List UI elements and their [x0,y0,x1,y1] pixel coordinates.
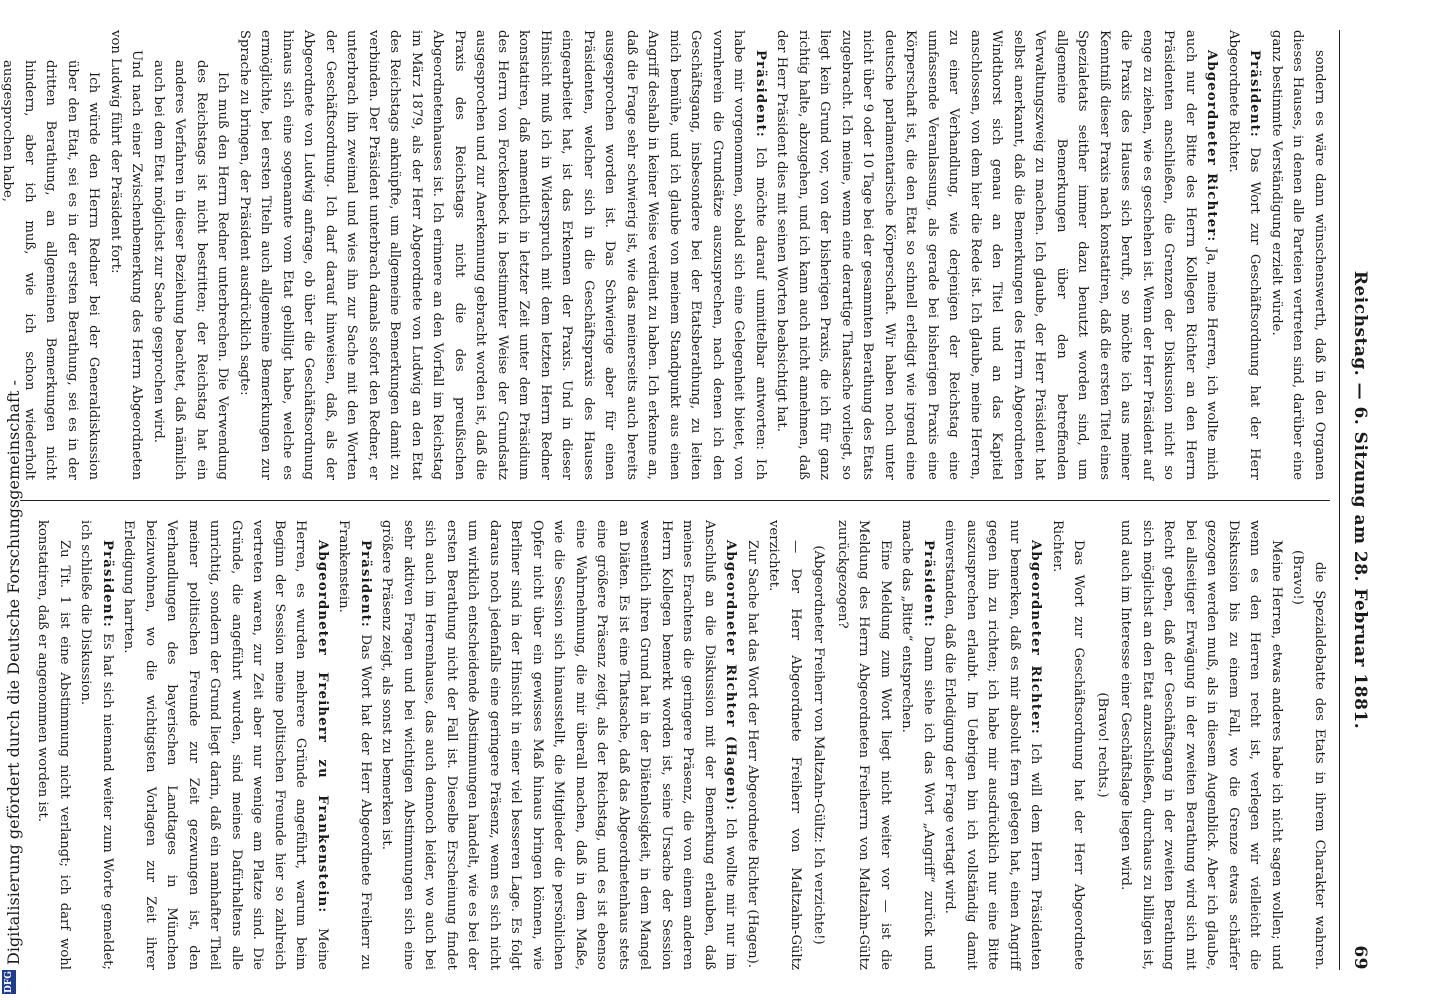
text-paragraph: Meine Herren, etwas anderes habe ich nicht sagen wollen; und wenn es den Herren recht ist, verlegen wir vielleicht die Diskussion bis zu einem Fall, wo die Grenze etwas schärfer gezogen werden muß, als in diesem Augenblick. Aber ich glaube, bei allseitiger Erwägung in der zweiten Berathung wird sich mit Recht geben, daß der Geschäftsgang in der zweiten Berathung sich möglichst an den Etat anzuschließen, durchaus zu billigen ist, und auch im Interesse einer Geschäftslage liegen wird. [1118,520,1284,970]
speech-paragraph [234,30,772,480]
text-paragraph: — Der Herr Abgeordnete Freiherr von Maltzahn-Gültz verzichtet. [766,520,803,970]
speaker-name: Präsident: [921,540,936,629]
speech-text: Das Wort hat der Herr Abgeordnete Freiherr zu Frankenstein. [336,520,373,970]
text-paragraph: Das Wort zur Geschäftsordnung hat der Herr Abgeordnete Richter. [1050,520,1087,970]
left-column [0,30,1330,480]
speaker-name: Präsident: [1247,50,1263,139]
speaker-name: Präsident: [100,540,115,629]
quoted-paragraph: Ich würde den Herrn Redner bei der Generaldiskussion über den Etat, sei es in der ersten Berathung, sei es in der dritten Berathung, an allgemeinen Bemerkungen nicht hindern, aber ich muß, wie ich schon wiederholt ausgesprochen habe, [0,60,102,480]
page-number: 69 [1350,945,1370,970]
dfg-logo: DFG [4,971,14,993]
speech-text: Ich wollte mir nur im Anschluß an die Diskussion mit der Bemerkung erlauben, daß meines Erachtens die geringere Präsenz, die von einem anderen Herrn Kollegen bemerkt worden ist, seine Ursache der Session wesentlich ihren Grund hat in der Diätenlosigkeit, in dem Mangel an Diäten. Es ist eine Thatsache, daß das Abgeordnetenhaus stets eine größere Präsenz zeigt, als der Reichstag, und es ist ebenso eine Wahrnehmung, die mir überall machen, daß in dem Maße, wie die Session sich hinausstellt, die Mitglieder die persönlichen Opfer nicht über ein gewisses Maß hinaus bringen können, wie Berliner sind in der Hinsicht in einer viel besseren Lage. Es folgt daraus noch jedenfalls eine geringere Präsenz, wenn es sich nicht um wirklich entscheidende Abstimmungen handelt, wie es bei der ersten Berathung nicht der Fall ist. Dieselbe Erscheinung findet sich auch im Herrenhause, das auch dennoch leider, wo auch bei sehr aktiven Fragen und bei wichtigen Abstimmungen sich eine größere Präsenz zeigt, als sonst zu bemerken ist. [379,520,739,970]
speech-text: Das Wort zur Geschäftsordnung hat der Herr Abgeordnete Richter. [1226,30,1263,480]
text-paragraph: Zu Tit. 1 ist eine Abstimmung nicht verlangt; ich darf wohl konstatiren, daß er angenommen worden ist. [35,520,72,970]
speech-paragraph [118,520,333,970]
speech-text: Dann siehe ich das Wort „Angriff“ zurück und mache das „Bitte“ entsprechen. [899,520,936,971]
right-column [20,520,1330,970]
speaker-name: Präsident: [753,50,768,139]
page-header [1340,30,1370,970]
speech-paragraph [376,520,742,970]
speaker-name: Abgeordneter Richter: [1204,50,1220,243]
header-title: Reichstag. — 6. Sitzung am 28. Februar 1881. [1350,270,1370,730]
text-paragraph: Zur Sache hat das Wort der Herr Abgeordnete Richter (Hagen). [745,540,760,968]
quoted-paragraph: Ich muß den Herrn Redner unterbrechen. Die Verwendung des Reichstags ist nicht bestritten; der Reichstag hat ein anderes Verfahren in dieser Beziehung beachtet, daß nämlich auch bei dem Etat möglichst zur Sache gesprochen wird. [151,60,231,480]
speech-paragraph [771,30,1223,480]
speech-text: Ja, meine Herren, ich wollte mich auch nur der Bitte des Herrn Kollegen Richter an den Herrn Präsidenten anschließen, die Grenzen der Diskussion nicht so enge zu ziehen, wie es geschehen ist. Wenn der Herr Präsident auf die Praxis des Hauses sich beruft, so möchte ich aus meiner Kenntniß dieser Praxis nach konstatiren, daß die ersten Titel eines Spezialetats seither immer dazu benutzt worden sind, um allgemeine Bemerkungen über den betreffenden Verwaltungszweig zu machen. Ich glaube, der Herr Präsident hat selbst anerkannt, daß die Bemerkungen des Herrn Abgeordneten Windthorst sich genau an den Titel und an das Kapitel anschlossen, von dem hier die Rede ist. Ich glaube, meine Herren, zu einer Verhandlung, wie derjenigen der Reichstag eine umfassende Veranlassung, als gerade bei bisherigen Praxis eine Körperschaft ist, die den Etat so schnell erledigt wie irgend eine deutsche parlamentarische Körperschaft. Wir haben noch unter nicht über 9 oder 10 Tage bei der gesammten Berathung des Etats zugebracht. Ich meine, wenn eine derartige Thatsache vorliegt, so liegt kein Grund vor, von der bisherigen Praxis, die ich für ganz richtig halte, abzugehen, und ich kann auch nicht annehmen, daß der Herr Präsident dies mit seinen Worten beabsichtigt hat. [774,30,1220,480]
speaker-name: Abgeordneter Richter (Hagen): [723,540,739,812]
text-paragraph: Und nach einer Zwischenbemerkung des Herrn Abgeordneten von Ludwig führt der Präsident fort: [108,30,145,480]
quoted-paragraph: die Spezialdebatte des Etats in ihrem Charakter wahren. (Bravo!) [1290,550,1327,970]
speech-paragraph [896,520,939,970]
header-rule [1339,30,1340,970]
speaker-name: Präsident: [358,540,373,629]
footer [0,0,22,1000]
speech-text: Ich möchte darauf unmittelbar antworten: Ich habe mir vorgenommen, sobald sich eine Gelegenheit bietet, von vornherein die Grundsätze auszusprechen, nach denen ich den Geschäftsgang, insbesondere bei der Etatsberathung, zu leiten mich bemühe, und ich glaube von meinem Standpunkt aus einen Angriff deshalb in keiner Weise verdient zu haben. Ich erkenne an, daß die Frage sehr schwierig ist, wie das meinerseits auch bereits ausgesprochen worden ist. Das Schwierige aber für einen Präsidenten, welcher sich in die Geschäftspraxis des Hauses eingearbeitet hat, ist das Erkennen der Praxis. Und in dieser Hinsicht muß ich in Widerspruch mit dem letzten Herrn Redner konstatiren, daß namentlich in letzter Zeit unter dem Präsidium des Herrn von Forckenbeck in bestimmter Weise der Grundsatz ausgesprochen und zur Anerkennung gebracht worden ist, daß die Praxis des Reichstags nicht die des preußischen Abgeordnetenhauses ist. Ich erinnere an den Vorfall im Reichstag im März 1879, als der Herr Abgeordnete von Ludwig an den Etat des Reichstags anknüpfte, um allgemeine Bemerkungen damit zu verbinden. Der Präsident unterbrach damals sofort den Redner, er unterbrach ihn zweimal und wies ihn zur Sache mit den Worten der Geschäftsordnung. Ich darf darauf hinweisen, daß, als der Abgeordnete von Ludwig anfrage, ob über die Geschäftsordnung hinaus sich eine sogenannte vom Etat gebilligt habe, welche es ermöglichte, bei ersten Titeln auch allgemeine Bemerkungen zur Sprache zu bringen, der Präsident ausdrücklich sagte: [237,30,768,480]
text-paragraph: sondern es wäre dann wünschenswerth, daß in den Organen dieses Hauses, in denen alle Parteien vertreten sind, darüber eine ganz bestimmte Verständigung erzielt würde. [1269,30,1327,480]
speech-text: Meine Herren, es wurden mehrere Gründe angeführt, warum beim Beginn der Session meine politischen Freunde hier so zahlreich vertreten waren, zur Zeit aber nur wenige am Platze sind. Die Gründe, die angeführt wurden, sind meines Dafürhaltens alle unrichtig, sondern der Grund liegt darin, daß ein namhafter Theil meiner politischen Freunde zur Zeit gezwungen ist, den Verhandlungen des bayerischen Landtages in München beizuwohnen, wo die wichtigsten Vorlagen zur Zeit ihrer Erledigung harrten. [121,520,330,970]
footer-credit: Digitalisierung gefördert durch die Deutsche Forschungsgemeinschaft - [4,380,23,965]
speech-paragraph [939,520,1047,970]
column-divider [20,500,1330,501]
interjection: (Abgeordneter Freiherr von Maltzahn-Gültz: Ich verzichte!) [811,545,827,945]
speech-paragraph [75,520,118,970]
interjection: (Bravo! rechts.) [1095,692,1110,798]
speaker-name: Abgeordneter Freiherr zu Frankenstein: [315,540,330,914]
speech-text: Es hat sich niemand weiter zum Worte gemeldet; ich schließe die Diskussion. [78,520,115,970]
speaker-name: Abgeordneter Richter: [1028,540,1044,736]
speech-paragraph [333,520,376,970]
speech-text: Ich will dem Herrn Präsidenten nur bemerken, daß es mir absolut fern gelegen hat, einen Angriff gegen ihn zu richten; ich habe mir ausdrücklich nur eine Bitte auszusprechen erlaubt. Im Uebrigen bin ich vollständig damit einverstanden, daß die Erledigung der Frage vertagt wird. [942,520,1044,970]
speech-paragraph [1223,30,1266,480]
text-paragraph: Eine Meldung zum Wort liegt nicht weiter vor — ist die Meldung des Herrn Abgeordneten Freiherrn von Maltzahn-Gültz zurückgezogen? [835,520,893,970]
